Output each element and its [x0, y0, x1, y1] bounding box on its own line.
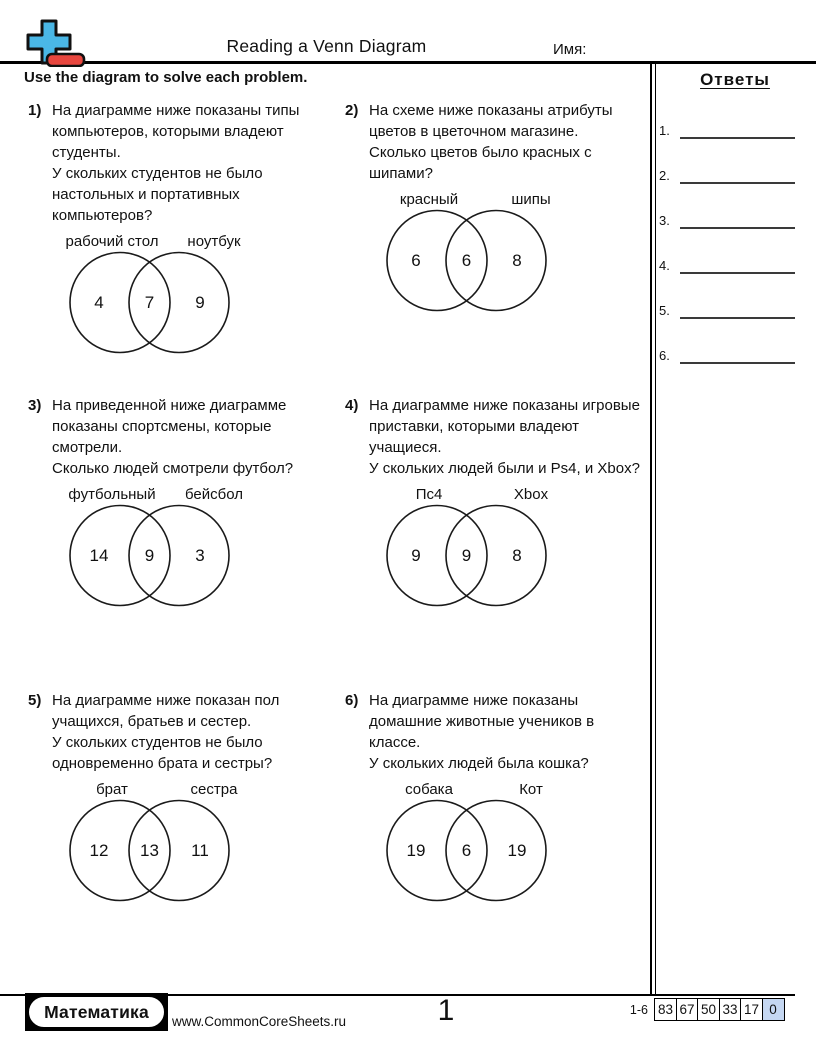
venn-left-circle — [70, 253, 170, 353]
venn-right-label: бейсбол — [184, 486, 244, 503]
answer-number-3: 3. — [659, 213, 670, 228]
answer-number-6: 6. — [659, 348, 670, 363]
score-cell: 17 — [740, 998, 763, 1021]
venn-right-value: 11 — [191, 841, 209, 860]
venn-left-circle — [387, 211, 487, 311]
page-number: 1 — [437, 994, 455, 1027]
problem-1 — [28, 100, 333, 357]
problem-text — [52, 100, 324, 357]
problem-number: 4) — [345, 397, 359, 414]
page-title: Reading a Venn Diagram — [226, 36, 427, 56]
problem-number: 3) — [28, 397, 42, 414]
venn-diagram — [385, 779, 547, 905]
problem-number: 6) — [345, 692, 359, 709]
problem-sentence: На схеме ниже показаны атрибуты цветов в цветочном магазине. — [369, 102, 613, 140]
venn-middle-value: 6 — [461, 841, 472, 860]
problem-text — [52, 690, 324, 905]
problem-sentence: На диаграмме ниже показаны игровые приставки, которыми владеют учащиеся. — [369, 397, 640, 456]
score-table — [654, 998, 785, 1021]
problem-3 — [28, 395, 333, 610]
answer-number-4: 4. — [659, 258, 670, 273]
venn-middle-value: 6 — [461, 251, 472, 270]
venn-middle-value: 9 — [461, 546, 472, 565]
venn-diagram — [65, 231, 241, 357]
venn-left-label: собака — [405, 781, 453, 798]
problem-5 — [28, 690, 333, 905]
answer-blank-6[interactable] — [680, 362, 795, 364]
problem-sentence: На приведенной ниже диаграмме показаны спортсмены, которые смотрели. — [52, 397, 287, 456]
score-cell: 50 — [697, 998, 720, 1021]
venn-left-value: 4 — [94, 293, 104, 312]
venn-diagram — [385, 189, 551, 315]
venn-right-label: шипы — [511, 191, 551, 208]
venn-left-circle — [387, 506, 487, 606]
venn-right-value: 9 — [195, 293, 205, 312]
instruction-text: Use the diagram to solve each problem. — [24, 69, 308, 86]
venn-left-value: 19 — [406, 841, 426, 860]
venn-left-value: 12 — [89, 841, 109, 860]
venn-right-label: Кот — [519, 781, 543, 798]
name-label: Имя: — [553, 41, 587, 58]
venn-left-circle — [387, 801, 487, 901]
sidebar-divider-inner — [655, 64, 657, 994]
venn-left-label: рабочий стол — [65, 233, 159, 250]
venn-right-label: ноутбук — [187, 233, 241, 250]
venn-right-value: 8 — [512, 251, 522, 270]
venn-right-value: 3 — [195, 546, 205, 565]
website-link[interactable]: www.CommonCoreSheets.ru — [172, 1014, 347, 1029]
problem-number: 5) — [28, 692, 42, 709]
venn-right-value: 19 — [507, 841, 527, 860]
venn-left-value: 6 — [411, 251, 421, 270]
header-divider — [0, 61, 816, 64]
venn-left-label: брат — [96, 781, 128, 798]
venn-left-value: 9 — [411, 546, 421, 565]
venn-right-value: 8 — [512, 546, 522, 565]
problem-number: 2) — [345, 102, 359, 119]
score-cell: 83 — [654, 998, 677, 1021]
venn-middle-value: 9 — [144, 546, 155, 565]
problem-4 — [345, 395, 650, 610]
score-range-label: 1-6 — [629, 1003, 648, 1017]
answer-blank-1[interactable] — [680, 137, 795, 139]
problem-sentence: У скольких студентов не было одновременно брата и сестры? — [52, 734, 273, 772]
problem-text — [369, 100, 641, 315]
problem-sentence: На диаграмме ниже показаны типы компьютеров, которыми владеют студенты. — [52, 102, 300, 161]
venn-diagram — [385, 484, 547, 610]
problem-sentence: У скольких людей были и Ps4, и Xbox? — [369, 460, 640, 477]
venn-left-value: 14 — [89, 546, 109, 565]
venn-left-label: красный — [399, 191, 459, 208]
problem-text — [369, 690, 641, 905]
problem-text — [52, 395, 324, 610]
venn-middle-value: 7 — [144, 293, 155, 312]
answers-title: Ответы — [700, 70, 770, 89]
answer-number-2: 2. — [659, 168, 670, 183]
venn-middle-value: 13 — [140, 841, 159, 860]
sidebar-divider-outer — [650, 64, 652, 994]
venn-right-label: Xbox — [513, 486, 549, 503]
venn-left-circle — [70, 506, 170, 606]
problem-sentence: На диаграмме ниже показан пол учащихся, братьев и сестер. — [52, 692, 280, 730]
score-cell: 67 — [676, 998, 699, 1021]
problem-sentence: Сколько цветов было красных с шипами? — [369, 144, 592, 182]
venn-left-label: Пс4 — [415, 486, 443, 503]
problem-sentence: У скольких людей была кошка? — [369, 755, 589, 772]
venn-left-label: футбольный — [68, 486, 156, 503]
answer-blank-2[interactable] — [680, 182, 795, 184]
plus-minus-logo-icon — [16, 17, 88, 67]
problem-text — [369, 395, 641, 610]
answer-number-1: 1. — [659, 123, 670, 138]
brand-logo-label: Математика — [28, 996, 165, 1028]
venn-diagram — [68, 484, 244, 610]
problem-sentence: Сколько людей смотрели футбол? — [52, 460, 294, 477]
score-cell-highlight: 0 — [762, 998, 785, 1021]
venn-right-label: сестра — [190, 781, 238, 798]
answer-blank-5[interactable] — [680, 317, 795, 319]
answer-blank-4[interactable] — [680, 272, 795, 274]
venn-diagram — [68, 779, 238, 905]
score-cell: 33 — [719, 998, 742, 1021]
logo-minus-shape — [47, 54, 84, 66]
problem-6 — [345, 690, 650, 905]
problem-sentence: У скольких студентов не было настольных и портативных компьютеров? — [52, 165, 263, 224]
answer-blank-3[interactable] — [680, 227, 795, 229]
problem-sentence: На диаграмме ниже показаны домашние животные учеников в классе. — [369, 692, 595, 751]
answer-number-5: 5. — [659, 303, 670, 318]
brand-logo — [25, 993, 168, 1031]
problem-2 — [345, 100, 650, 315]
problem-number: 1) — [28, 102, 42, 119]
